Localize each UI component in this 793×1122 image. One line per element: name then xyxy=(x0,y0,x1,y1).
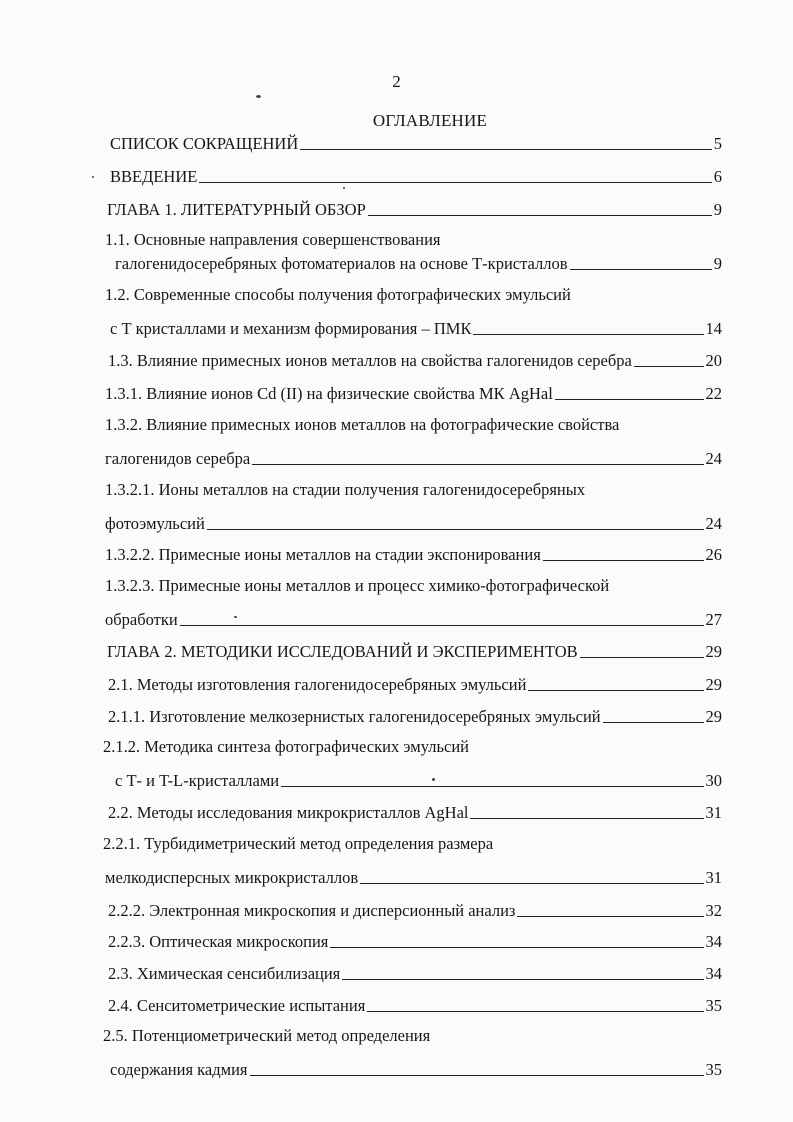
toc-entry xyxy=(115,252,722,274)
toc-entry-page: 22 xyxy=(705,384,722,403)
toc-entry-text: мелкодисперсных микрокристаллов xyxy=(105,868,359,887)
toc-entry-text: содержания кадмия xyxy=(110,1060,248,1079)
toc-heading: ОГЛАВЛЕНИЕ xyxy=(372,111,488,130)
toc-entry-text: обработки xyxy=(105,610,178,629)
leader-line xyxy=(470,818,703,819)
scan-speck xyxy=(234,616,237,618)
toc-entry-text: с Т- и T-L-кристаллами xyxy=(115,771,280,790)
leader-line xyxy=(342,979,703,980)
toc-entry-text: 1.3.1. Влияние ионов Cd (II) на физические свойства МК AgHal xyxy=(105,384,553,403)
leader-line xyxy=(368,215,712,216)
leader-line xyxy=(570,269,712,270)
toc-entry xyxy=(107,640,722,662)
toc-entry-text: 2.2. Методы исследования микрокристаллов AgHal xyxy=(108,803,469,822)
toc-entry xyxy=(105,382,722,404)
toc-entry xyxy=(108,930,722,952)
toc-entry-page: 34 xyxy=(705,964,722,983)
toc-entry-page: 24 xyxy=(705,514,722,533)
toc-entry-page: 32 xyxy=(705,901,722,920)
toc-entry-title: 1.2. Современные способы получения фотографических эмульсий xyxy=(105,285,571,304)
toc-entry-title: 1.3.2.3. Примесные ионы металлов и процесс химико-фотографической xyxy=(105,576,610,595)
toc-entry-text: 2.1. Методы изготовления галогенидосеребряных эмульсий xyxy=(108,675,527,694)
toc-entry xyxy=(110,132,722,154)
toc-entry-page: 35 xyxy=(705,996,722,1015)
toc-entry xyxy=(108,673,722,695)
toc-entry xyxy=(105,866,722,888)
toc-entry-title: 1.3.2. Влияние примесных ионов металлов на фотографические свойства xyxy=(105,415,620,434)
toc-entry xyxy=(108,705,722,727)
leader-line xyxy=(199,182,711,183)
toc-entry xyxy=(105,608,722,630)
toc-entry-title: 2.1.2. Методика синтеза фотографических эмульсий xyxy=(103,737,469,756)
leader-line xyxy=(360,883,703,884)
scan-speck xyxy=(92,176,94,178)
leader-line xyxy=(250,1075,704,1076)
toc-entry xyxy=(110,1058,722,1080)
leader-line xyxy=(555,399,704,400)
toc-entry xyxy=(107,198,722,220)
leader-line xyxy=(180,625,704,626)
toc-entry xyxy=(108,349,722,371)
toc-entry-page: 5 xyxy=(713,134,722,153)
toc-entry-text: галогенидов серебра xyxy=(105,449,251,468)
leader-line xyxy=(580,657,704,658)
toc-entry-text: галогенидосеребряных фотоматериалов на основе Т-кристаллов xyxy=(115,254,568,273)
toc-entry-page: 29 xyxy=(705,675,722,694)
toc-entry-text: ВВЕДЕНИЕ xyxy=(110,167,198,186)
toc-entry xyxy=(110,165,722,187)
toc-entry-page: 34 xyxy=(705,932,722,951)
toc-entry-page: 20 xyxy=(705,351,722,370)
toc-entry xyxy=(105,543,722,565)
leader-line xyxy=(543,560,704,561)
leader-line xyxy=(367,1011,703,1012)
scan-speck xyxy=(432,778,435,781)
toc-entry-page: 24 xyxy=(705,449,722,468)
toc-entry-text: СПИСОК СОКРАЩЕНИЙ xyxy=(110,134,299,153)
toc-entry-title: 2.5. Потенциометрический метод определения xyxy=(103,1026,431,1045)
toc-entry-page: 30 xyxy=(705,771,722,790)
toc-entry-page: 29 xyxy=(705,707,722,726)
toc-entry-text: 2.4. Сенситометрические испытания xyxy=(108,996,366,1015)
toc-entry-page: 31 xyxy=(705,803,722,822)
toc-entry xyxy=(115,769,722,791)
toc-entry xyxy=(110,317,722,339)
leader-line xyxy=(281,786,703,787)
toc-entry-title: 1.1. Основные направления совершенствования xyxy=(105,230,441,249)
toc-entry-page: 27 xyxy=(705,610,722,629)
toc-entry-text: 1.3. Влияние примесных ионов металлов на свойства галогенидов серебра xyxy=(108,351,632,370)
leader-line xyxy=(300,149,711,150)
scan-speck xyxy=(343,187,345,189)
toc-entry-text: с Т кристаллами и механизм формирования – ПМК xyxy=(110,319,472,338)
page-number: 2 xyxy=(392,72,401,91)
toc-entry xyxy=(108,899,722,921)
toc-entry-text: ГЛАВА 1. ЛИТЕРАТУРНЫЙ ОБЗОР xyxy=(107,200,366,219)
scan-speck xyxy=(256,95,261,98)
leader-line xyxy=(330,947,703,948)
toc-entry xyxy=(108,994,722,1016)
leader-line xyxy=(634,366,704,367)
toc-entry-page: 9 xyxy=(713,254,722,273)
toc-entry-title: 1.3.2.1. Ионы металлов на стадии получения галогенидосеребряных xyxy=(105,480,586,499)
toc-entry xyxy=(105,512,722,534)
toc-entry-text: 2.1.1. Изготовление мелкозернистых галогенидосеребряных эмульсий xyxy=(108,707,601,726)
toc-entry-text: 2.3. Химическая сенсибилизация xyxy=(108,964,341,983)
toc-entry-page: 35 xyxy=(705,1060,722,1079)
toc-entry-page: 9 xyxy=(713,200,722,219)
toc-entry-text: 2.2.3. Оптическая микроскопия xyxy=(108,932,329,951)
leader-line xyxy=(207,529,704,530)
leader-line xyxy=(603,722,704,723)
toc-entry-title: 2.2.1. Турбидиметрический метод определения размера xyxy=(103,834,494,853)
toc-entry-text: фотоэмульсий xyxy=(105,514,205,533)
toc-entry-page: 14 xyxy=(705,319,722,338)
toc-entry-text: 1.3.2.2. Примесные ионы металлов на стадии экспонирования xyxy=(105,545,541,564)
leader-line xyxy=(252,464,703,465)
toc-entry-page: 6 xyxy=(713,167,722,186)
toc-entry xyxy=(105,447,722,469)
leader-line xyxy=(517,916,703,917)
toc-entry xyxy=(108,801,722,823)
leader-line xyxy=(473,334,703,335)
toc-entry-page: 29 xyxy=(705,642,722,661)
toc-entry-text: 2.2.2. Электронная микроскопия и дисперсионный анализ xyxy=(108,901,516,920)
toc-entry-page: 31 xyxy=(705,868,722,887)
toc-entry-text: ГЛАВА 2. МЕТОДИКИ ИССЛЕДОВАНИЙ И ЭКСПЕРИМЕНТОВ xyxy=(107,642,578,661)
leader-line xyxy=(528,690,703,691)
toc-entry-page: 26 xyxy=(705,545,722,564)
toc-entry xyxy=(108,962,722,984)
